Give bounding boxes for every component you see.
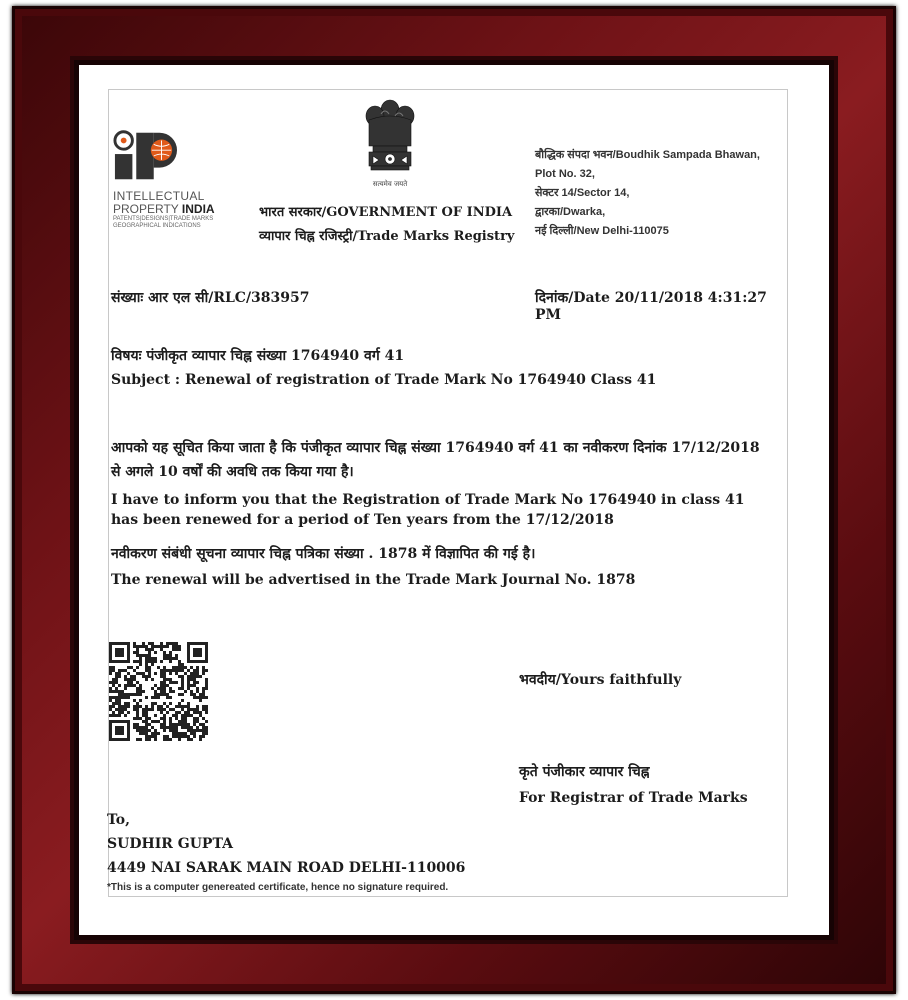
recipient-address: 4449 NAI SARAK MAIN ROAD DELHI-110006 — [107, 860, 466, 876]
ip-india-logo-mark-icon — [113, 130, 177, 182]
footnote: *This is a computer genereated certificate, hence no signature required. — [107, 882, 449, 893]
body-english: I have to inform you that the Registration of Trade Mark No 1764940 in class 41 has been renewed for a period of Ten years from the 17/12/2018 — [111, 492, 745, 528]
logo-text-patents: PATENTS|DESIGNS|TRADE MARKS — [113, 216, 214, 222]
subject-hindi: विषयः पंजीकृत व्यापार चिह्न संख्या 1764940 वर्ग 41 — [111, 348, 405, 364]
recipient-name: SUDHIR GUPTA — [107, 836, 233, 852]
office-address — [535, 146, 760, 241]
advertisement-hindi: नवीकरण संबंधी सूचना व्यापार चिह्न पत्रिका संख्या . 1878 में विज्ञापित की गई है। — [111, 546, 536, 562]
qr-code-icon — [109, 638, 209, 746]
national-emblem — [355, 94, 425, 194]
address-line: नई दिल्ली/New Delhi-110075 — [535, 225, 669, 237]
address-line: द्वारका/Dwarka, — [535, 206, 606, 218]
logo-text-property-india — [113, 203, 233, 216]
ashoka-emblem-icon — [355, 94, 425, 180]
logo-text-intellectual: INTELLECTUAL — [113, 189, 205, 203]
picture-frame — [12, 6, 896, 994]
address-line: बौद्धिक संपदा भवन/Boudhik Sampada Bhawan, — [535, 149, 760, 161]
frame-inner-border — [74, 60, 834, 940]
recipient-to: To, — [107, 812, 131, 828]
signatory-hindi: कृते पंजीकार व्यापार चिह्न — [519, 764, 650, 780]
subject-english: Subject : Renewal of registration of Trade Mark No 1764940 Class 41 — [111, 372, 657, 388]
logo-text-gi: GEOGRAPHICAL INDICATIONS — [113, 223, 201, 229]
registry-title: व्यापार चिह्न रजिस्ट्री/Trade Marks Registry — [259, 229, 515, 244]
logo-text-property: PROPERTY — [113, 202, 182, 216]
reference-number: संख्याः आर एल सी/RLC/383957 — [111, 290, 310, 306]
logo-text-india: INDIA — [181, 202, 215, 216]
advertisement-english: The renewal will be advertised in the Trade Mark Journal No. 1878 — [111, 572, 636, 588]
certificate — [108, 89, 788, 897]
certificate-paper — [79, 65, 829, 935]
body-hindi: आपको यह सूचित किया जाता है कि पंजीकृत व्यापार चिह्न संख्या 1764940 वर्ग 41 का नवीकरण दिनांक 17/12/2018 से अगले 10 वर्षों की अवधि तक किया गया है। — [111, 440, 760, 480]
issue-date: दिनांक/Date 20/11/2018 4:31:27 PM — [535, 290, 767, 323]
ip-india-logo — [113, 130, 233, 230]
government-title: भारत सरकार/GOVERNMENT OF INDIA — [259, 205, 513, 220]
emblem-motto: सत्यमेव जयते — [372, 180, 408, 188]
closing-yours-faithfully: भवदीय/Yours faithfully — [519, 672, 682, 688]
address-line: Plot No. 32, — [535, 168, 595, 180]
signatory-english: For Registrar of Trade Marks — [519, 790, 748, 806]
address-line: सेक्टर 14/Sector 14, — [535, 187, 630, 199]
